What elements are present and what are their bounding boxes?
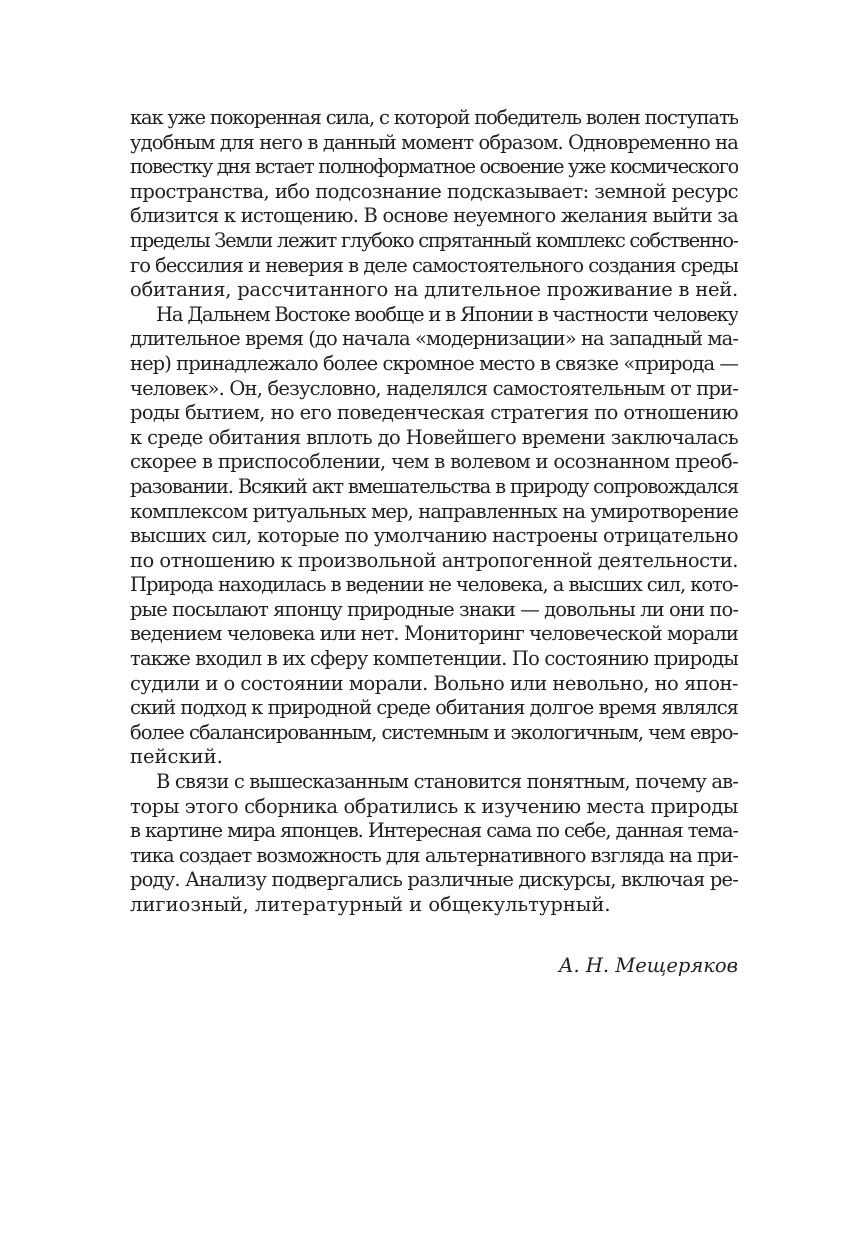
text-line: комплексом ритуальных мер, направленных на умиротворение — [130, 499, 738, 523]
text-line: судили и о состоянии морали. Вольно или невольно, но япон- — [130, 671, 738, 695]
text-line: разовании. Всякий акт вмешательства в природу сопровождался — [130, 474, 738, 498]
paragraph — [130, 106, 738, 303]
text-line: высших сил, которые по умолчанию настроены отрицательно — [130, 524, 738, 548]
text-line: как уже покоренная сила, с которой победитель волен поступать — [130, 106, 738, 129]
text-line: к среде обитания вплоть до Новейшего времени заключалась — [130, 425, 738, 449]
author-signature: А. Н. Мещеряков — [558, 954, 738, 977]
text-line: пейский. — [130, 745, 223, 769]
text-line: обитания, рассчитанного на длительное проживание в ней. — [130, 278, 738, 302]
text-line: В связи с вышесказанным становится понятным, почему ав- — [156, 770, 738, 794]
text-line: торы этого сборника обратились к изучению места природы — [130, 794, 738, 818]
text-line: рые посылают японцу природные знаки — довольны ли они по- — [130, 597, 738, 621]
text-line: пространства, ибо подсознание подсказывает: земной ресурс — [130, 179, 738, 203]
text-line: удобным для него в данный момент образом. Одновременно на — [130, 130, 738, 154]
text-line: лигиозный, литературный и общекультурный. — [130, 893, 611, 916]
text-line: близится к истощению. В основе неуемного желания выйти за — [130, 204, 738, 228]
text-line: по отношению к произвольной антропогенной деятельности. — [130, 548, 738, 572]
text-line: ведением человека или нет. Мониторинг человеческой морали — [130, 622, 738, 646]
text-line: На Дальнем Востоке вообще и в Японии в частности человеку — [156, 302, 738, 326]
text-line: в картине мира японцев. Интересная сама по себе, данная тема- — [130, 819, 738, 843]
text-line: более сбалансированным, системным и экологичным, чем евро- — [130, 720, 738, 744]
text-line: Природа находилась в ведении не человека, а высших сил, кото- — [130, 573, 738, 597]
text-line: го бессилия и неверия в деле самостоятельного создания среды — [130, 253, 738, 277]
text-line: длительное время (до начала «модернизации» на западный ма- — [130, 327, 738, 351]
text-line: ский подход к природной среде обитания долгое время являлся — [130, 696, 738, 720]
text-line: повестку дня встает полноформатное освоение уже космического — [130, 155, 738, 179]
text-line: также входил в их сферу компетенции. По состоянию природы — [130, 647, 738, 671]
paragraph — [130, 303, 738, 770]
text-line: нер) принадлежало более скромное место в связке «природа — — [130, 351, 738, 375]
text-line: пределы Земли лежит глубоко спрятанный комплекс собственно- — [130, 228, 738, 252]
text-line: роды бытием, но его поведенческая стратегия по отношению — [130, 401, 738, 425]
main-text — [130, 106, 738, 918]
text-line: роду. Анализу подвергались различные дискурсы, включая ре- — [130, 868, 738, 892]
page-body — [130, 106, 738, 977]
paragraph — [130, 770, 738, 918]
text-line: тика создает возможность для альтернативного взгляда на при- — [130, 843, 738, 867]
text-line: человек». Он, безусловно, наделялся самостоятельным от при- — [130, 376, 738, 400]
text-line: скорее в приспособлении, чем в волевом и осознанном преоб- — [130, 450, 738, 474]
